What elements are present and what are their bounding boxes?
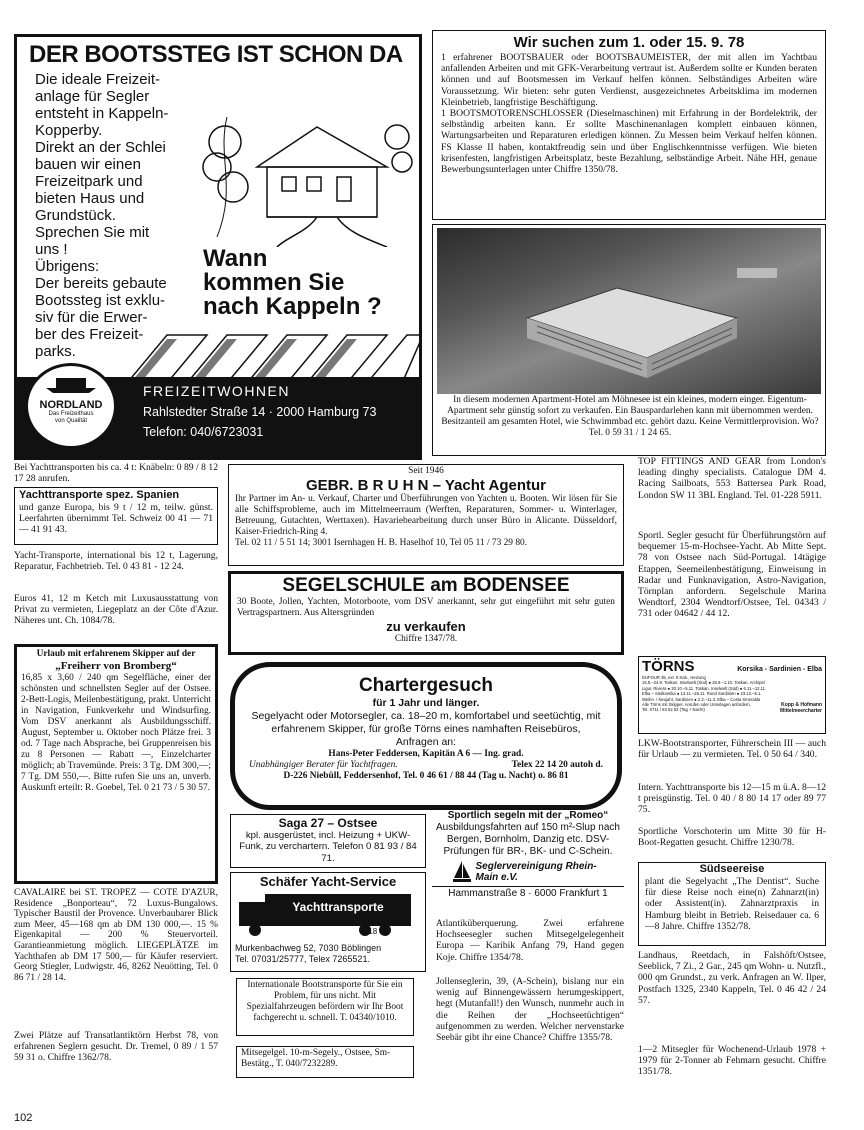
ad-mitsegler: 1—2 Mitsegler für Wochenend-Urlaub 1978 + 1979 für 2-Tonner ab Fehmarn gesucht. Chiffre 1351/78. [638,1044,826,1078]
ad-footer [17,377,419,457]
internationale-bootstransporte-ad [236,978,414,1036]
logo-subtitle: Das Freizeithaus von Qualität [48,411,94,424]
footer-phone: Telefon: 040/6723031 [143,425,264,439]
ad-zwei-plaetze: Zwei Plätze auf Transatlantiktörn Herbst 78, von erfahrenen Seglern gesucht. Dr. Tremel, 0 89 / 1 57 59 31 o. Chiffre 1362/78. [14,1030,218,1064]
truck-label: Yachttransporte [292,900,384,914]
footer-title: FREIZEITWOHNEN [143,383,290,399]
suedseereise-title: Südseereise [699,863,765,875]
ad-body-text: Die ideale Freizeit- anlage für Segler entsteht in Kappeln- Kopperby. Direkt an der Schlei bauen wir einen Freizeitpark und bieten Haus und Grundstück. Sprechen Sie mit uns ! Übrigens: Der bereits gebaute Bootssteg ist exklu- siv für die Erwer- ber des Freizeit- parks. [35,71,169,360]
nordland-bootssteg-ad [14,34,422,460]
chartergesuch-berater: Unabhängiger Berater für Yachtfragen. [249,760,398,770]
saga-title: Saga 27 – Ostsee [278,816,378,830]
romeo-address: Hammanstraße 8 · 6000 Frankfurt 1 [448,888,608,899]
toerns-partner: Kopp & Hofmann Mittelmeercharter [780,701,822,714]
ad-cavalaire: CAVALAIRE bei ST. TROPEZ — COTE D'AZUR, Residence „Bonporteau“, 72 Luxus-Bungalows. Typischer Baustil der Provence. Unverbaubarer Blick zum Meer, 45—168 qm ab DM 130 000,—. 15 % Eigenkapital — 200 % Steuervorteil. Garantieanmietung möglich. LIEGEPLÄTZE im Yachthafen ab DM 17 500,— für Käufer reserviert. Georg Stiegler, Ludwigstr. 46, 8262 Neuötting, Tel. 0 86 71 / 28 14. [14,888,218,983]
urlaub-title: Urlaub mit erfahrenem Skipper auf der [36,649,196,659]
chartergesuch-telex: Telex 22 14 20 autoh d. [511,760,603,770]
ad-yacht-transporte-international: Yacht-Transporte, international bis 12 t, Lagerung, Reparatur, Fachbetrieb. Tel. 0 43 81 - 12 24. [14,550,218,573]
spanien-body: und ganze Europa, bis 9 t / 12 m, teilw. günst. Leerfahrten übernimmt Tel. Schweiz 00 41 — 71 — 41 91 43. [19,502,213,536]
chartergesuch-body: Segelyacht oder Motorsegler, ca. 18–20 m, komfortabel und seetüchtig, mit erfahrenem Skipper, für große Törns eines namhaften Reisebüros, Anfragen an: [251,710,601,748]
bruhn-since: Seit 1946 [408,466,444,476]
segelschule-sale: zu verkaufen [386,619,466,634]
suedseereise-ad [638,862,826,946]
ad-euros-41: Euros 41, 12 m Ketch mit Luxusausstattung von Privat zu vermieten, Liegeplatz an der Côte d'Azur. Näheres unt. Ch. 1084/78. [14,593,218,627]
bruhn-phones: Tel. 02 11 / 5 51 14; 3001 Isernhagen H. B. Haselhof 10, Tel 05 11 / 73 29 80. [235,538,528,548]
ad-vorschoterin: Sportliche Vorschoterin um Mitte 30 für H-Boot-Regatten gesucht. Chiffre 1230/78. [638,826,826,849]
wir-suchen-title: Wir suchen zum 1. oder 15. 9. 78 [513,34,745,51]
urlaub-ship-name: „Freiherr von Bromberg“ [55,660,177,672]
chartergesuch-address: D-226 Niebüll, Feddersenhof, Tel. 0 46 61 / 88 44 (Tag u. Nacht) o. 86 81 [283,771,569,781]
ad-intern-yachttransporte: Intern. Yachttransporte bis 12—15 m ü.A. 8—12 t preisgünstig. Tel. 0 40 / 8 80 14 17 oder 89 77 75. [638,782,826,816]
page-number: 102 [14,1112,33,1124]
chartergesuch-title: Chartergesuch [358,675,494,696]
apartment-hotel-ad [432,224,826,456]
urlaub-body: 16,85 x 3,60 / 240 qm Segelfläche, einer der schönsten und schnellsten Segler auf der Ostsee. 2-Bett-Logis, Meilenbestätigung, prakt. Unterricht in Navigation, Funkverkehr und Windsurfing. Vom DSV anerkannt als Ausbildungsschiff. August, September u. Oktober noch Plätze frei. 3 od. 7 Tage nach Absprache, bei Gruppenreisen bis zu 8 Personen — Rabatt —, Einzelcharter möglich; ab Travemünde. Preis: 3 Tg. DM 300,—; 7 Tg. DM 550,—. Bitte rufen Sie uns an, unverb. Auskunft erteilt: R. Goebel, Tel. 0 21 73 / 5 30 57. [21,673,211,793]
segelschule-title: SEGELSCHULE am BODENSEE [282,575,570,596]
logo-name: NORDLAND [39,399,103,411]
ad-top-fittings: TOP FITTINGS AND GEAR from London's leading dinghy specialists. Catalogue DM 4. Racing Sailboats, 553 Battersea Park Road, London SW 11 3BL England. Tel. 01-228 5911. [638,456,826,501]
mitsegelgel-ad [236,1046,414,1078]
spanien-ad [14,487,218,545]
chartergesuch-ad [230,662,622,810]
spanien-title: Yachttransporte spez. Spanien [19,489,180,501]
bruhn-title: GEBR. B R U H N – Yacht Agentur [305,477,547,494]
romeo-body: Ausbildungsfahrten auf 150 m²-Slup nach Bergen, Bornholm, Danzig etc. DSV-Prüfungen für BR-, BK- und C-Schein. [435,822,620,857]
ad-yachttransporte-4t: Bei Yachttransporten bis ca. 4 t: Knäbeln: 0 89 / 8 12 17 28 anrufen. [14,462,218,485]
wir-suchen-p1: 1 erfahrener BOOTSBAUER oder BOOTSBAUMEISTER, der mit allen im Yachtbau anfallenden Arbeiten und mit GFK-Verarbeitung vertraut ist. Außerdem sollte er Kunden beraten können und auf Bootsmessen im Verkauf helfen können. Selbständiges Arbeiten wäre Voraussetzung. Wir bieten: sehr guten Verdienst, ausgezeichnetes Arbeitsklima im modernen Kleinbetrieb, langfristige Beschäftigung. [441,52,817,108]
ad-headline: DER BOOTSSTEG IST SCHON DA [29,41,403,68]
boat-icon [41,372,101,394]
hotel-building-image [437,228,821,394]
romeo-ad [432,810,624,914]
romeo-logo: Seglervereinigung Rhein-Main e.V. [475,861,597,883]
sailboat-icon [451,860,473,884]
ad-landhaus: Landhaus, Reetdach, in Falshöft/Ostsee, Seeblick, 7 Zi., 2 Gar., 245 qm Wohn- u. Nutzfl., 000 qm Grundst., zu verk. Anfragen an W. Ilper, Postfach 1325, 2340 Kappeln, Tel. 0 46 42 / 24 57. [638,950,826,1006]
wir-suchen-p2: 1 BOOTSMOTORENSCHLOSSER (Dieselmaschinen) mit Erfahrung in der Bordelektrik, der selbständig arbeiten kann. Er sollte Maschinenanlagen komplett einbauen können, Wartungsarbeiten und Reparaturen erledigen können. Zu Messen beim Verkauf helfen können. FS Klasse II haben, kontaktfreudig sein und über Englischkenntnisse verfügen. Wie bieten krisenfesten, langfristigen Arbeitsplatz, beste Bezahlung, selbständige Arbeit. Nähe HH, genaue Bewerbungsunterlagen unter Chiffre 1350/78. [441,108,817,176]
mitsegelgel-text: Mitsegelgel. 10-m-Segely., Ostsee, Sm-Bestätg., T. 040/7232289. [241,1048,391,1069]
hotel-photo [437,228,821,394]
ad-jollenseglerin: Jollenseglerin, 39, (A-Schein), bislang nur ein wenig auf Binnengewässern herumgeskippert, hegt (Mutanfall!) den Wunsch, nunmehr auch in die Reihen der „Hochseetüchtigen“ aufgenommen zu werden. Welcher nervenstarke Seebär gibt ihr eine Chance? Chiffre 1355/78. [436,976,624,1044]
toerns-ad [638,656,826,734]
toerns-body: DUFOUR 35, ext. 5 Kab., Heizung 15.9.–24.9. Toskan. Inselwelt (Süd) ● 25.9.–1.10. Toskan. Archipel Ligur. Riviera ● 30.10.–5.11. Toskan. Inselwelt (Süd) ● 6.11.–12.11. Elba – Südkorsika ● 13.11.–26.11. Rund Sardinien ● 23.12.–6.1. Weihn. / Neujahr, Sardinien ● 2.3.–11.3. Elba – Costa Smeralda Alle Törns mit Skipper. Anrufen oder Unterlagen anfordern. Tel. 0711 / 63 52 52 (Tag + Nacht) [642,675,767,713]
ad-sportl-segler: Sportl. Segler gesucht für Überführungstörn auf bequemer 15-m-Hochsee-Yacht. Ab Mitte Sept. 78 von Ostsee nach Süd-Portugal. 14tägige Etappen, Seemeilenbestätigung, Einweisung in Radar und Funknavigation, Astro-Navigation, Törnplan anfordern. Segelschule Marina Wendtorf, 2304 Wendtorf/Ostsee, Tel. 04343 / 731 oder 04642 / 44 12. [638,530,826,620]
segelschule-ad [228,571,624,655]
segelschule-body: 30 Boote, Jollen, Yachten, Motorboote, vom DSV anerkannt, sehr gut eingeführt mit sehr guten Vertragspartnern. Aus Altersgründen [237,597,615,618]
chartergesuch-sub: für 1 Jahr und länger. [372,697,480,709]
toerns-logo: TÖRNS [642,658,695,675]
ad-atlantikueberquerung: Atlantiküberquerung. Zwei erfahrene Hochseesegler suchen Mitsegelgelegenheit Europa — Karibik Anfang 79, Hand gegen Koje. Chiffre 1354/78. [436,918,624,963]
house-illustration [197,97,417,247]
toerns-head: Korsika - Sardinien - Elba [737,666,822,673]
nordland-logo [25,363,117,449]
schaefer-address: Murkenbachweg 52, 7030 Böblingen Tel. 07031/25777, Telex 7265521. [235,943,382,964]
segelschule-chiffre: Chiffre 1347/78. [394,634,458,644]
ad-lkw-bootstransporter: LKW-Bootstransporter, Führerschein III — auch für Urlaub — zu vermieten. Tel. 0 50 64 / 340. [638,738,826,761]
ad-question: Wann kommen Sie nach Kappeln ? [203,245,382,320]
wir-suchen-ad [432,30,826,220]
saga-27-ad [230,814,426,868]
freiherr-von-bromberg-ad [14,644,218,884]
intl-bootstransporte-text: Internationale Bootstransporte für Sie ein Problem, für uns nicht. Mit Spezialfahrzeugen befördern wir Ihr Boot fachgerecht u. schnell. T. 04340/1010. [246,980,404,1023]
saga-body: kpl. ausgerüstet, incl. Heizung + UKW-Funk, zu verchartern. Telefon 0 81 93 / 84 71. [239,830,417,864]
bruhn-body: Ihr Partner im An- u. Verkauf, Charter und Überführungen von Yachten u. Booten. Wir lösen für Sie alle Schiffsprobleme, auch im Mittelmeerraum (Werften, Reparaturen, Sommer- u. Winterlager, Betreuung, Gutachten, Werttaxen). Havariebearbeitung durch unser Büro in Alicante. Düsseldorf, Kaiser-Friedrich-Ring 4. [235,494,617,537]
footer-address: Rahlstedter Straße 14 · 2000 Hamburg 73 [143,405,377,419]
truck-weight: 18 t [368,927,382,936]
bruhn-yacht-agentur-ad [228,464,624,566]
suedseereise-body: plant die Segelyacht „The Dentist“. Suche für diese Reise noch eine(n) Zahnarzt(in) oder Assistent(in). Zahnarztpraxis in Hamburg bleibt in Betrieb. Reisedauer ca. 6—8 Jahre. Chiffre 1352/78. [645,876,819,932]
schaefer-yacht-service-ad [230,872,426,972]
apartment-caption: In diesem modernen Apartment-Hotel am Möhnesee ist ein kleines, modern einger. Eigentum-Apartment sehr günstig sofort zu verkaufen. Ein Bauspardarlehen kann mit übernommen werden. Besitzanteil am gesamten Hotel, wie Schwimmbad etc. gehört dazu. Keine Vermittlerprovision. Wo? Tel. 0 59 31 / 1 24 65. [441,395,819,438]
romeo-title: Sportlich segeln mit der „Romeo“ [447,810,609,821]
truck-illustration [235,890,421,938]
chartergesuch-contact: Hans-Peter Feddersen, Kapitän A 6 — Ing. grad. [328,749,524,759]
schaefer-title: Schäfer Yacht-Service [259,874,397,889]
